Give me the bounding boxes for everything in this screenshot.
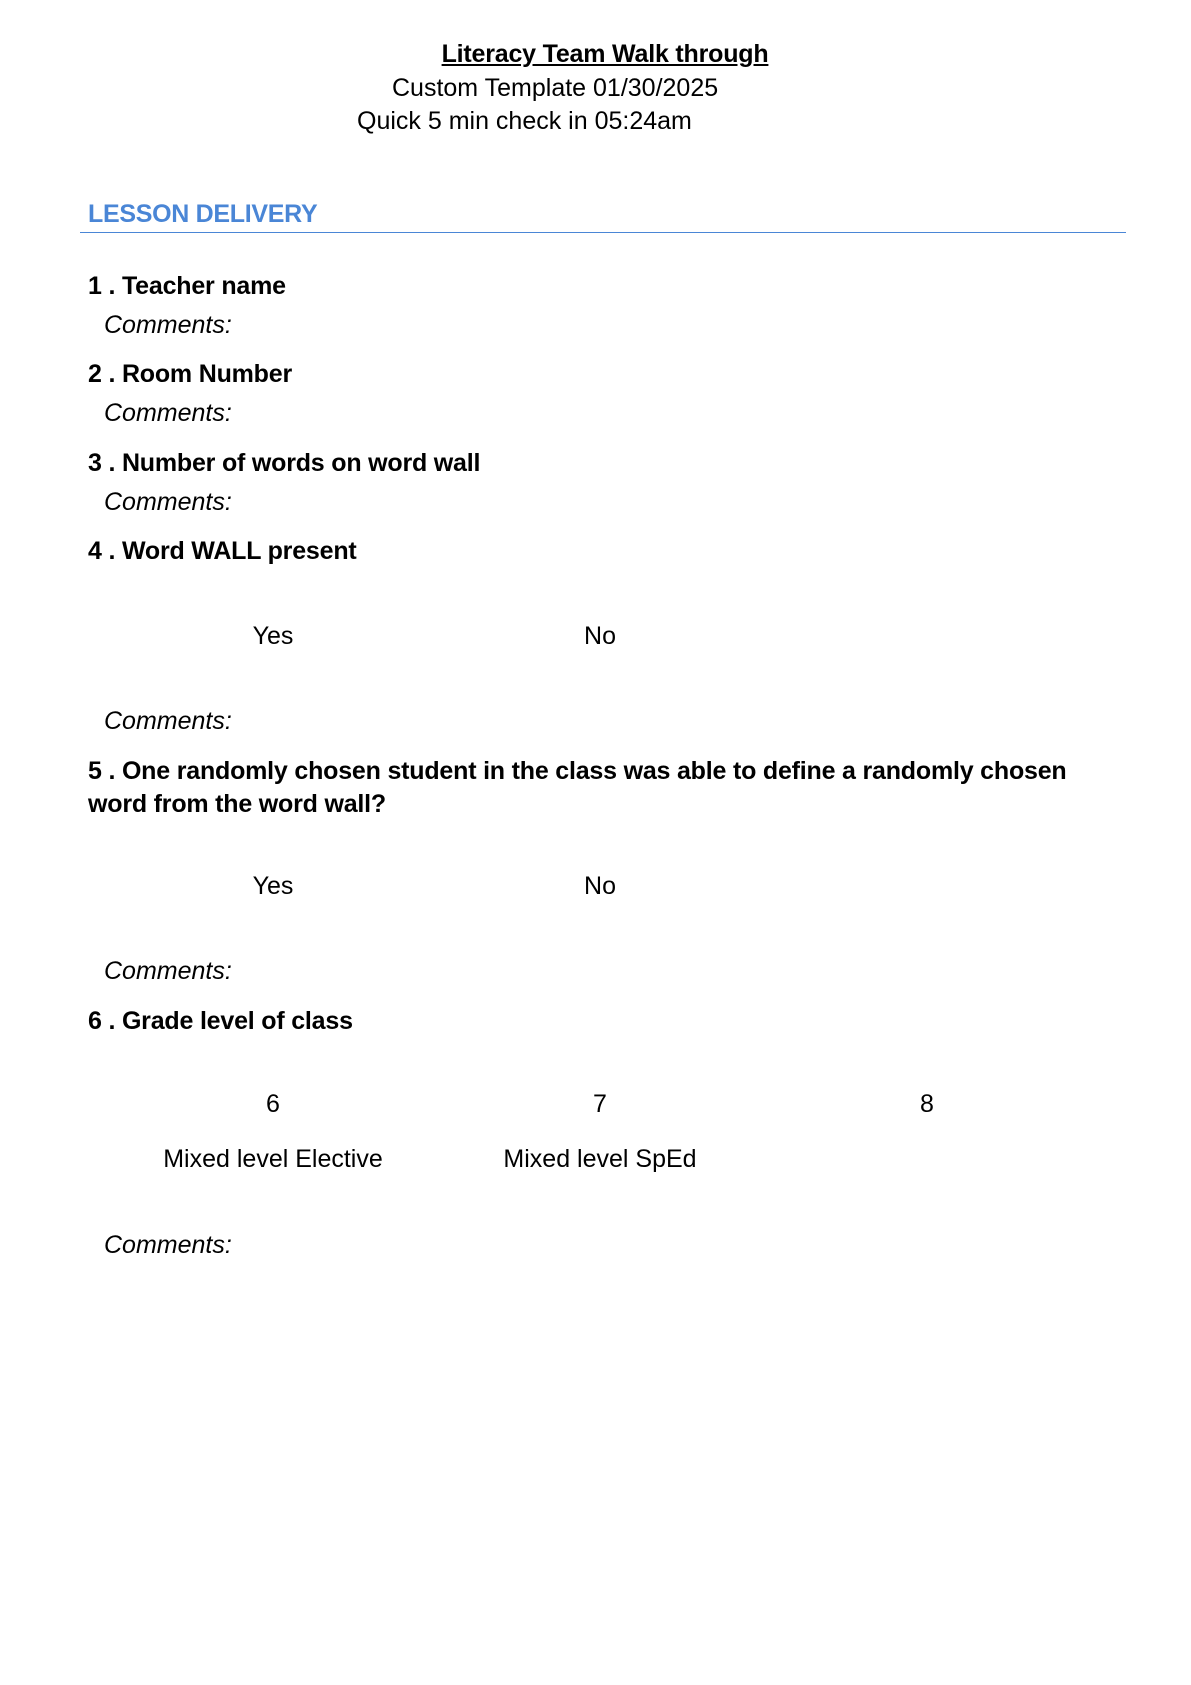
document-title: Literacy Team Walk through (441, 40, 769, 68)
option-mixed-sped[interactable]: Mixed level SpEd (503, 1145, 697, 1173)
section-title: LESSON DELIVERY (88, 200, 318, 228)
option-grade-8[interactable]: 8 (920, 1090, 934, 1118)
section-divider (80, 232, 1126, 233)
question-grade-level: 6 . Grade level of class (88, 1007, 353, 1035)
question-word-count: 3 . Number of words on word wall (88, 449, 481, 477)
question-student-define-word: 5 . One randomly chosen student in the class was able to define a randomly chosen word from the word wall? (88, 757, 1067, 818)
comments-label: Comments: (104, 488, 232, 516)
template-line: Custom Template 01/30/2025 (392, 74, 719, 102)
option-grade-6[interactable]: 6 (266, 1090, 280, 1118)
option-no[interactable]: No (584, 622, 616, 650)
check-in-line: Quick 5 min check in 05:24am (357, 107, 692, 135)
comments-label: Comments: (104, 399, 232, 427)
comments-label: Comments: (104, 311, 232, 339)
question-teacher-name: 1 . Teacher name (88, 272, 286, 300)
option-no[interactable]: No (584, 872, 616, 900)
option-grade-7[interactable]: 7 (593, 1090, 607, 1118)
comments-label: Comments: (104, 957, 232, 985)
option-yes[interactable]: Yes (252, 622, 294, 650)
question-room-number: 2 . Room Number (88, 360, 292, 388)
option-mixed-elective[interactable]: Mixed level Elective (163, 1145, 383, 1173)
option-yes[interactable]: Yes (252, 872, 294, 900)
comments-label: Comments: (104, 1231, 232, 1259)
comments-label: Comments: (104, 707, 232, 735)
question-word-wall-present: 4 . Word WALL present (88, 537, 357, 565)
